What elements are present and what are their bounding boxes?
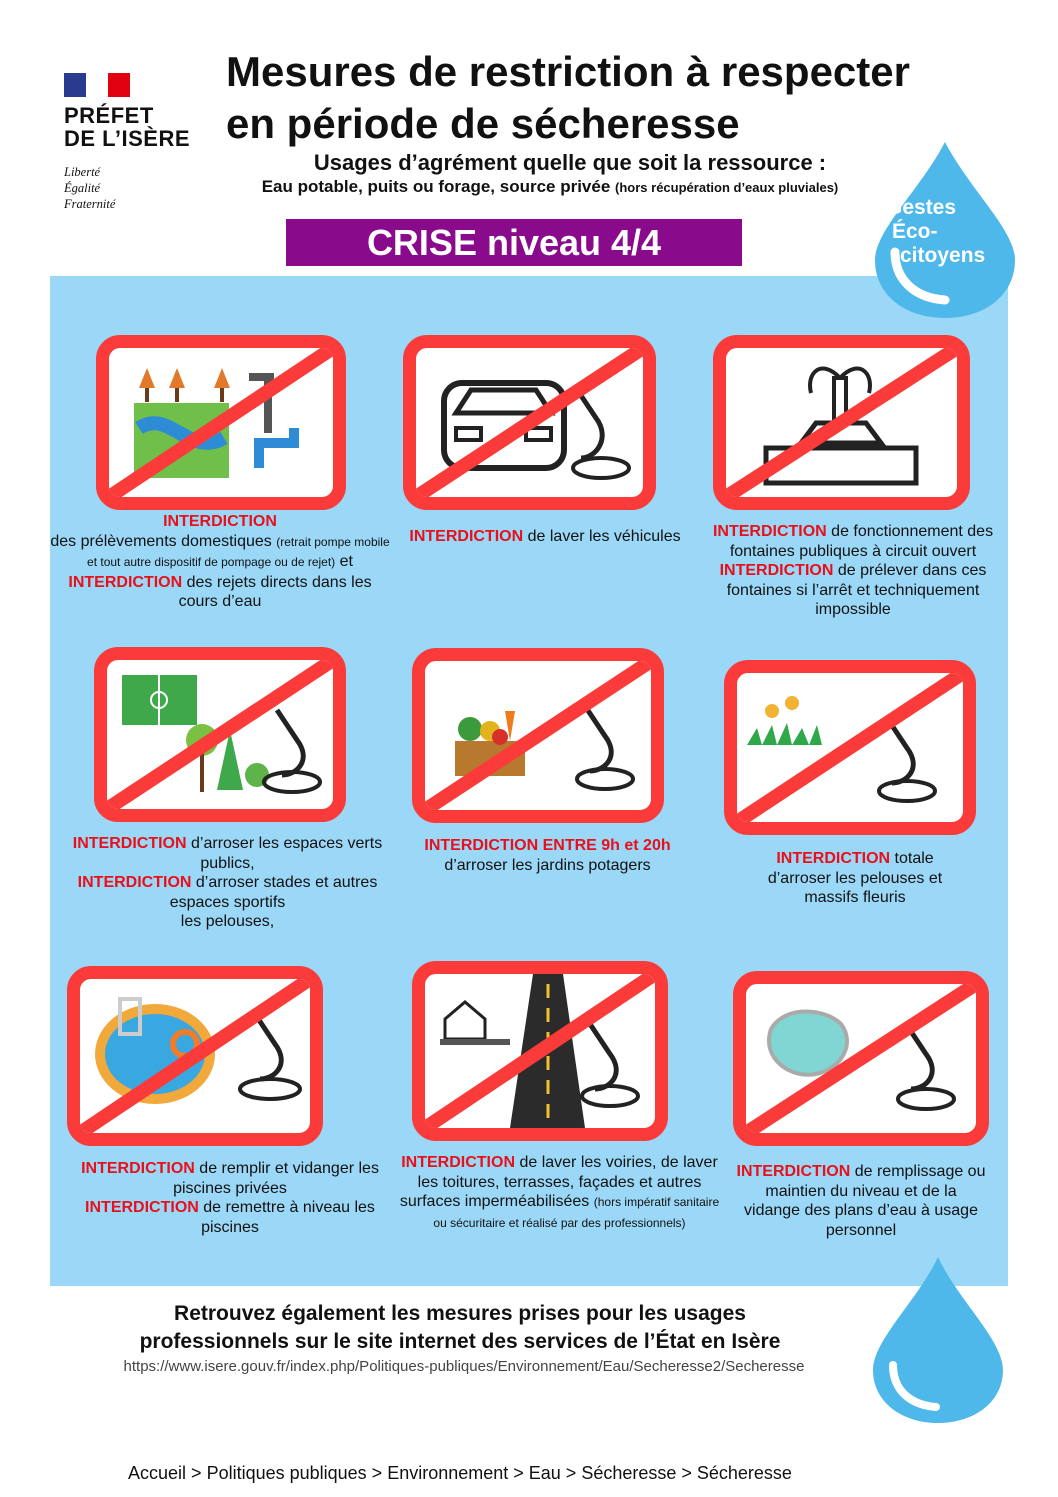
page-title [226,46,1016,150]
lawn-flowers-icon [724,660,976,835]
caption-red-label: INTERDICTION [409,528,524,545]
caption-text: de laver les voiries, de laver les toitures, terrasses, façades et autres surfaces imperméabilisées [399,1154,718,1210]
water-drop-icon [858,1255,1008,1425]
caption-red-label: INTERDICTION [81,1160,195,1177]
caption-text: de laver les véhicules [527,528,681,545]
caption-fountain [708,522,998,620]
caption-roads [397,1153,722,1233]
footer-url-link[interactable]: https://www.isere.gouv.fr/index.php/Politiques-publiques/Environnement/Eau/Secheresse2/Secheresse [123,1358,805,1375]
caption-text: de remettre à niveau les piscines [201,1199,375,1236]
caption-text: d’arroser stades et autres espaces sportifs [169,874,378,911]
footer-line2: professionnels sur le site internet des services de l’État en Isère [139,1330,781,1353]
caption-pond [736,1162,986,1240]
caption-red-label: INTERDICTION [77,874,192,891]
caption-red-label: INTERDICTION [776,850,891,867]
logo-name-line2: DE L’ISÈRE [64,126,191,151]
caption-red-label: INTERDICTION [736,1163,851,1180]
caption-text: de fonctionnement des fontaines publiques à circuit ouvert [729,523,994,560]
caption-vegetable-garden [395,836,700,875]
badge-line2: Éco- [892,220,938,243]
subtitle-resources-text: Eau potable, puits ou forage, source privée [261,177,611,196]
caption-river-pump [50,512,390,612]
swimming-pool-icon [67,966,323,1146]
caption-text: d’arroser les espaces verts publics, [191,835,383,872]
vegetable-garden-icon [412,648,664,823]
motto-egalite: Égalité [64,181,101,195]
crisis-level-banner: CRISE niveau 4/4 [286,219,742,266]
title-line2: en période de sécheresse [226,100,740,147]
caption-text: totale d’arroser les pelouses et massifs fleuris [767,850,943,906]
caption-lawn [745,849,965,908]
caption-red-label: INTERDICTION [401,1154,515,1171]
breadcrumb: Accueil > Politiques publiques > Environnement > Eau > Sécheresse > Sécheresse [128,1463,792,1483]
river-pump-icon [96,335,346,510]
caption-text: de remplissage ou maintien du niveau et de la vidange des plans d’eau à usage personnel [744,1163,986,1239]
prefecture-name [64,104,190,150]
motto-fraternite: Fraternité [64,197,116,211]
caption-red-label: INTERDICTION [719,562,834,579]
fountain-icon [713,335,970,510]
road-house-icon [412,961,668,1141]
caption-text: et [339,553,353,570]
republic-motto [64,164,115,212]
caption-car-wash [390,527,700,547]
caption-text: des rejets directs dans les cours d’eau [178,573,372,610]
motto-liberte: Liberté [64,165,101,179]
title-line1: Mesures de restriction à respecter [226,48,910,95]
subtitle: Usages d’agrément quelle que soit la ressource : [313,150,827,175]
badge-line1: Gestes [886,196,957,219]
caption-red-label: INTERDICTION [712,523,827,540]
subtitle-resources [170,177,930,197]
stadium-green-spaces-icon [94,647,346,822]
caption-note: (hors impératif sanitaire ou sécuritaire et réalisé par des professionnels) [433,1195,720,1230]
caption-text: les pelouses, [180,913,275,930]
badge-line3: citoyens [900,244,986,267]
car-wash-icon [403,335,656,510]
caption-text: de remplir et vidanger les piscines privées [173,1160,379,1197]
caption-red-label: INTERDICTION ENTRE 9h et 20h [424,837,671,854]
footer-info [60,1300,860,1356]
caption-text: de prélever dans ces fontaines si l’arrêt et techniquement impossible [726,562,987,618]
caption-red-label: INTERDICTION [163,513,277,530]
eco-gestures-badge [872,196,1012,268]
logo-name-line1: PRÉFET [64,103,154,128]
caption-red-label: INTERDICTION [68,573,183,591]
caption-pool [60,1159,400,1237]
caption-red-label: INTERDICTION [85,1199,199,1216]
caption-text: d’arroser les jardins potagers [444,856,651,874]
pond-icon [733,971,989,1146]
subtitle-resources-note: (hors récupération d’eaux pluviales) [615,180,839,195]
footer-line1: Retrouvez également les mesures prises pour les usages [174,1302,746,1325]
marianne-logo [64,73,130,97]
caption-red-label: INTERDICTION [72,835,187,852]
caption-text: des prélèvements domestiques [50,532,272,550]
caption-note: (retrait pompe mobile et tout autre dispositif de pompage ou de rejet) [87,534,390,569]
caption-green-spaces [55,834,400,932]
